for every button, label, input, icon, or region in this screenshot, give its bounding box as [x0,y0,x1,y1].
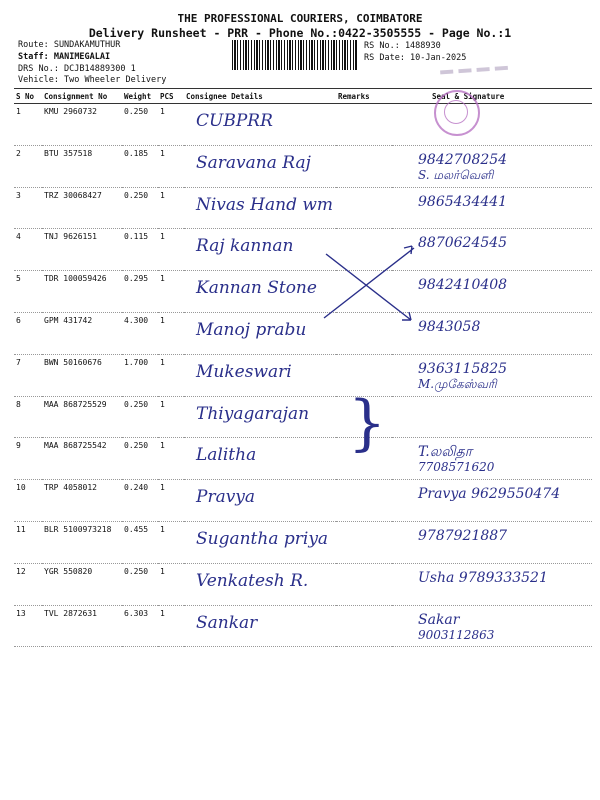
signature-line-2: 7708571620 [418,460,495,475]
row-remarks [336,104,392,146]
row-remarks [336,563,392,605]
row-consignee [184,563,336,605]
row-consignment-no: TRZ 30068427 [42,187,122,229]
signature-line: 9843058 [418,318,481,335]
row-signature [392,145,592,187]
row-sno: 1 [14,104,42,146]
row-pcs: 1 [158,187,184,229]
barcode [232,40,358,70]
row-pcs: 1 [158,312,184,354]
table-row [14,145,592,187]
row-consignee [184,354,336,396]
consignee-handwriting: Pravya [196,487,256,508]
col-sno: S No [14,89,42,104]
row-consignment-no: BWN 50160676 [42,354,122,396]
row-consignment-no: TNJ 9626151 [42,229,122,271]
row-consignee [184,104,336,146]
signature-line: 9865434441 [418,193,508,210]
col-signature: Seal & Signature [392,89,592,104]
col-pcs: PCS [158,89,184,104]
faded-stamp: ▬ ▬ ▬ ▬ [439,57,510,78]
row-weight: 0.250 [122,563,158,605]
row-consignment-no: TVL 2872631 [42,605,122,647]
signature-line: T.லலிதா [418,444,473,461]
row-signature [392,521,592,563]
signature-line-2: S. மலர்வெளி [418,167,494,182]
table-row [14,605,592,647]
row-consignment-no: BTU 357518 [42,145,122,187]
row-pcs: 1 [158,521,184,563]
signature-line: Sakar [418,611,460,628]
table-row [14,229,592,271]
row-pcs: 1 [158,271,184,313]
table-row [14,480,592,522]
seal-stamp [434,90,480,136]
consignee-handwriting: CUBPRR [196,111,273,131]
table-row [14,104,592,146]
row-consignee [184,271,336,313]
col-consignment: Consignment No [42,89,122,104]
row-consignee [184,396,336,438]
row-weight: 0.250 [122,438,158,480]
row-consignee [184,145,336,187]
row-pcs: 1 [158,438,184,480]
consignee-handwriting: Venkatesh R. [196,570,309,591]
row-weight: 0.250 [122,187,158,229]
row-consignee [184,438,336,480]
row-weight: 0.115 [122,229,158,271]
row-weight: 0.250 [122,396,158,438]
row-weight: 0.295 [122,271,158,313]
row-weight: 0.250 [122,104,158,146]
row-remarks [336,145,392,187]
signature-line: 9842410408 [418,277,508,294]
row-pcs: 1 [158,145,184,187]
consignee-handwriting: Sugantha priya [196,528,329,549]
row-weight: 0.185 [122,145,158,187]
table-row [14,187,592,229]
table-row [14,438,592,480]
row-pcs: 1 [158,563,184,605]
row-remarks [336,187,392,229]
row-signature [392,354,592,396]
row-pcs: 1 [158,354,184,396]
row-sno: 7 [14,354,42,396]
row-pcs: 1 [158,396,184,438]
row-consignee [184,480,336,522]
table-row [14,312,592,354]
row-sno: 12 [14,563,42,605]
table-row [14,396,592,438]
col-consignee: Consignee Details [184,89,336,104]
row-weight: 0.455 [122,521,158,563]
signature-line: 9787921887 [418,527,508,544]
row-consignee [184,187,336,229]
company-title: THE PROFESSIONAL COURIERS, COIMBATORE [177,12,423,25]
consignee-handwriting: Mukeswari [196,361,292,382]
staff-name: MANIMEGALAI [53,52,111,62]
row-consignee [184,229,336,271]
runsheet-table [14,88,592,647]
row-consignment-no: YGR 550820 [42,563,122,605]
row-pcs: 1 [158,104,184,146]
table-row [14,521,592,563]
consignee-handwriting: Kannan Stone [196,278,317,299]
row-sno: 13 [14,605,42,647]
vehicle: Vehicle: Two Wheeler Delivery [18,75,167,85]
staff-row [18,52,110,62]
row-weight: 6.303 [122,605,158,647]
row-consignment-no: MAA 868725529 [42,396,122,438]
staff-label: Staff: [18,52,49,62]
signature-line: 8870624545 [418,235,508,252]
consignee-handwriting: Raj kannan [196,236,294,257]
row-signature [392,396,592,438]
table-header [14,89,592,104]
row-sno: 2 [14,145,42,187]
consignee-handwriting: Saravana Raj [196,152,311,173]
row-consignment-no: TRP 4058012 [42,480,122,522]
row-consignee [184,605,336,647]
signature-line: 9842708254 [418,151,508,168]
signature-line: 9363115825 [418,360,508,377]
row-pcs: 1 [158,480,184,522]
consignee-handwriting: Lalitha [196,445,257,466]
rs-date: RS Date: 10-Jan-2025 [364,53,467,63]
row-remarks [336,480,392,522]
row-sno: 6 [14,312,42,354]
row-consignment-no: BLR 5100973218 [42,521,122,563]
row-sno: 8 [14,396,42,438]
row-signature [392,187,592,229]
brace-mark: } [348,388,387,458]
row-signature [392,438,592,480]
consignee-handwriting: Nivas Hand wm [196,194,334,215]
row-signature [392,480,592,522]
consignee-handwriting: Sankar [196,612,258,633]
row-pcs: 1 [158,229,184,271]
consignee-handwriting: Thiyagarajan [196,403,310,424]
signature-line-2: 9003112863 [418,627,495,642]
row-weight: 1.700 [122,354,158,396]
row-signature [392,563,592,605]
table-row [14,354,592,396]
row-sno: 11 [14,521,42,563]
row-sno: 10 [14,480,42,522]
row-consignment-no: TDR 100059426 [42,271,122,313]
rs-number: RS No.: 1488930 [364,41,441,51]
row-remarks [336,521,392,563]
row-pcs: 1 [158,605,184,647]
signature-line-2: M.முகேஸ்வரி [418,376,497,391]
drs-number: DRS No.: DCJB14889300 1 [18,64,136,74]
runsheet-subtitle: Delivery Runsheet - PRR - Phone No.:0422-3505555 - Page No.:1 [88,26,512,40]
row-signature [392,605,592,647]
row-sno: 3 [14,187,42,229]
col-remarks: Remarks [336,89,392,104]
row-signature [392,104,592,146]
row-remarks [336,605,392,647]
row-consignment-no: MAA 868725542 [42,438,122,480]
cross-arrow-mark [316,240,426,330]
row-weight: 4.300 [122,312,158,354]
route: Route: SUNDAKAMUTHUR [18,40,121,50]
row-weight: 0.240 [122,480,158,522]
row-consignee [184,521,336,563]
table-row [14,271,592,313]
signature-line: Pravya 9629550474 [418,486,561,503]
row-consignment-no: GPM 431742 [42,312,122,354]
row-sno: 4 [14,229,42,271]
row-consignment-no: KMU 2960732 [42,104,122,146]
col-weight: Weight [122,89,158,104]
table-row [14,563,592,605]
consignee-handwriting: Manoj prabu [196,319,307,340]
signature-line: Usha 9789333521 [418,569,548,586]
row-sno: 5 [14,271,42,313]
row-consignee [184,312,336,354]
row-sno: 9 [14,438,42,480]
